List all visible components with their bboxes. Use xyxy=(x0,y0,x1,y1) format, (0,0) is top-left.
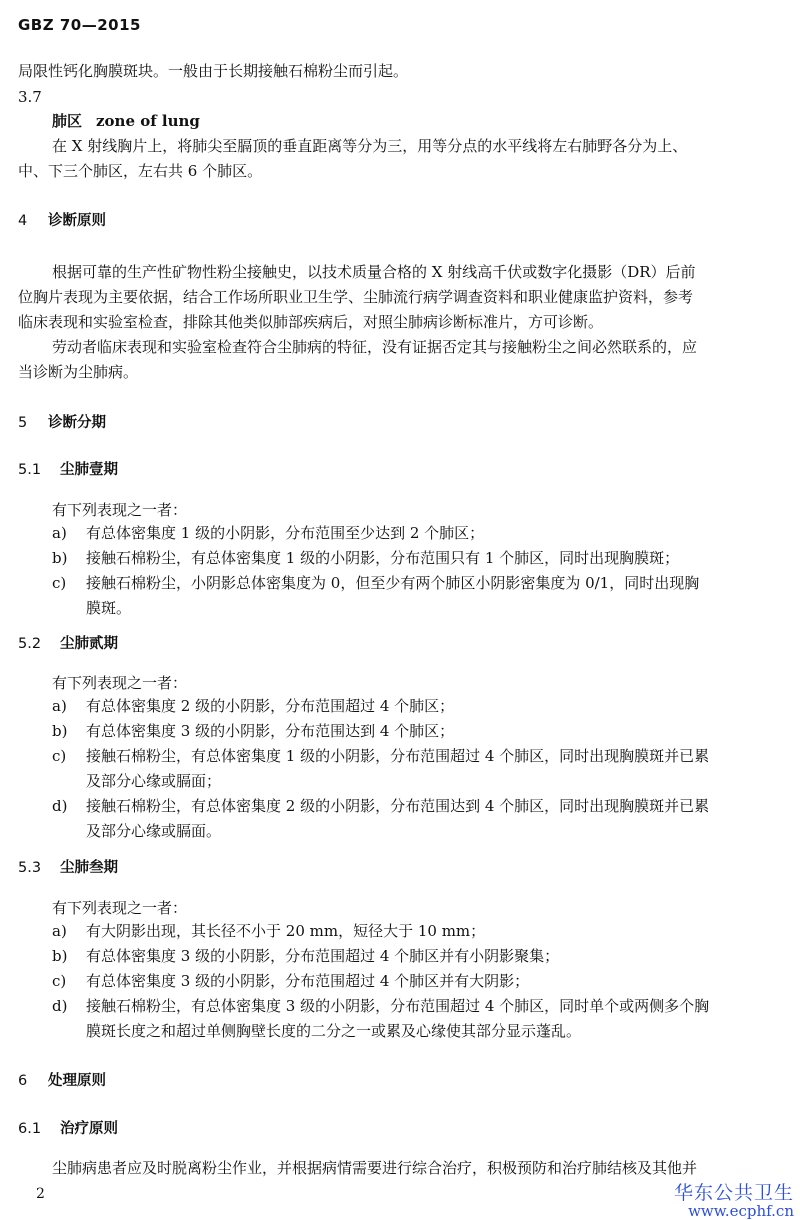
item-text: 有总体密集度 2 级的小阴影，分布范围超过 4 个肺区； xyxy=(86,697,455,715)
s61-line-1: 尘肺病患者应及时脱离粉尘作业，并根据病情需要进行综合治疗，积极预防和治疗肺结核及其他并 xyxy=(52,1159,698,1177)
s51-item-c-cont: 膜斑。 xyxy=(86,599,132,617)
s4-line-2: 位胸片表现为主要依据，结合工作场所职业卫生学、尘肺流行病学调查资料和职业健康监护资料，参考 xyxy=(18,288,694,306)
item-marker: c) xyxy=(52,574,67,592)
section-title: 尘肺叁期 xyxy=(60,860,118,876)
s52-item-d xyxy=(52,795,782,817)
section-title: 治疗原则 xyxy=(60,1121,118,1137)
s52-item-d-cont: 及部分心缘或膈面。 xyxy=(86,822,222,840)
s51-lead: 有下列表现之一者： xyxy=(52,501,188,519)
item-marker: d) xyxy=(52,997,68,1015)
s37-line-1: 在 X 射线胸片上，将肺尖至膈顶的垂直距离等分为三，用等分点的水平线将左右肺野各分为上、 xyxy=(52,137,688,155)
s52-item-b xyxy=(52,720,782,742)
s52-item-c xyxy=(52,745,782,767)
item-marker: b) xyxy=(52,722,68,740)
s4-line-5: 当诊断为尘肺病。 xyxy=(18,363,139,381)
s53-item-c xyxy=(52,970,782,992)
section-number: 5.3 xyxy=(18,860,42,876)
section-title: 诊断分期 xyxy=(48,415,106,431)
section-3-7-number: 3.7 xyxy=(18,88,42,106)
section-6-1-heading xyxy=(18,1118,782,1140)
s53-item-a xyxy=(52,920,782,942)
s4-line-3: 临床表现和实验室检查，排除其他类似肺部疾病后，对照尘肺病诊断标准片，方可诊断。 xyxy=(18,313,604,331)
item-text: 有总体密集度 3 级的小阴影，分布范围超过 4 个肺区并有大阴影； xyxy=(86,972,530,990)
item-marker: c) xyxy=(52,972,67,990)
s52-lead: 有下列表现之一者： xyxy=(52,674,188,692)
term-zh: 肺区 xyxy=(52,112,83,130)
item-text: 接触石棉粉尘，有总体密集度 1 级的小阴影，分布范围超过 4 个肺区，同时出现胸膜斑并已累 xyxy=(86,747,710,765)
s52-item-c-cont: 及部分心缘或膈面； xyxy=(86,772,222,790)
item-text: 接触石棉粉尘，有总体密集度 2 级的小阴影，分布范围达到 4 个肺区，同时出现胸膜斑并已累 xyxy=(86,797,710,815)
s53-item-d-cont: 膜斑长度之和超过单侧胸壁长度的二分之一或累及心缘使其部分显示蓬乱。 xyxy=(86,1022,582,1040)
section-5-3-heading xyxy=(18,857,782,879)
section-number: 6 xyxy=(18,1073,28,1089)
intro-line: 局限性钙化胸膜斑块。一般由于长期接触石棉粉尘而引起。 xyxy=(18,62,409,80)
item-text: 有总体密集度 3 级的小阴影，分布范围达到 4 个肺区； xyxy=(86,722,455,740)
item-text: 接触石棉粉尘，小阴影总体密集度为 0，但至少有两个肺区小阴影密集度为 0/1，同时出现胸 xyxy=(86,574,700,592)
section-title: 尘肺壹期 xyxy=(60,462,118,478)
item-marker: a) xyxy=(52,922,67,940)
s53-item-b xyxy=(52,945,782,967)
standard-code-header: GBZ 70—2015 xyxy=(18,16,141,34)
item-marker: c) xyxy=(52,747,67,765)
s4-line-4: 劳动者临床表现和实验室检查符合尘肺病的特征，没有证据否定其与接触粉尘之间必然联系的，应 xyxy=(52,338,698,356)
section-title: 尘肺贰期 xyxy=(60,636,118,652)
page-number: 2 xyxy=(36,1186,45,1202)
item-text: 有总体密集度 3 级的小阴影，分布范围超过 4 个肺区并有小阴影聚集； xyxy=(86,947,560,965)
section-5-2-heading xyxy=(18,633,782,655)
item-text: 有总体密集度 1 级的小阴影，分布范围至少达到 2 个肺区； xyxy=(86,524,485,542)
item-text: 接触石棉粉尘，有总体密集度 1 级的小阴影，分布范围只有 1 个肺区，同时出现胸膜斑； xyxy=(86,549,680,567)
watermark-url: www.ecphf.cn xyxy=(688,1202,794,1220)
section-title: 诊断原则 xyxy=(48,213,106,229)
s52-item-a xyxy=(52,695,782,717)
section-6-heading xyxy=(18,1070,782,1092)
item-marker: d) xyxy=(52,797,68,815)
term-en: zone of lung xyxy=(96,112,200,130)
section-5-heading xyxy=(18,412,782,434)
section-number: 6.1 xyxy=(18,1121,42,1137)
s51-item-c xyxy=(52,572,782,594)
s53-lead: 有下列表现之一者： xyxy=(52,899,188,917)
s51-item-b xyxy=(52,547,782,569)
item-marker: a) xyxy=(52,697,67,715)
section-number: 5 xyxy=(18,415,28,431)
s37-line-2: 中、下三个肺区，左右共 6 个肺区。 xyxy=(18,162,263,180)
section-number: 4 xyxy=(18,213,28,229)
s53-item-d xyxy=(52,995,782,1017)
term-lung-zone xyxy=(52,110,782,132)
item-text: 有大阴影出现，其长径不小于 20 mm，短径大于 10 mm； xyxy=(86,922,486,940)
s4-line-1: 根据可靠的生产性矿物性粉尘接触史，以技术质量合格的 X 射线高千伏或数字化摄影（DR）后前 xyxy=(52,263,696,281)
section-number: 5.2 xyxy=(18,636,42,652)
item-text: 接触石棉粉尘，有总体密集度 3 级的小阴影，分布范围超过 4 个肺区，同时单个或两侧多个胸 xyxy=(86,997,710,1015)
item-marker: b) xyxy=(52,947,68,965)
section-title: 处理原则 xyxy=(48,1073,106,1089)
watermark-site-name: 华东公共卫生 xyxy=(673,1182,794,1204)
section-5-1-heading xyxy=(18,459,782,481)
s51-item-a xyxy=(52,522,782,544)
item-marker: b) xyxy=(52,549,68,567)
section-number: 5.1 xyxy=(18,462,42,478)
item-marker: a) xyxy=(52,524,67,542)
section-4-heading xyxy=(18,210,782,232)
